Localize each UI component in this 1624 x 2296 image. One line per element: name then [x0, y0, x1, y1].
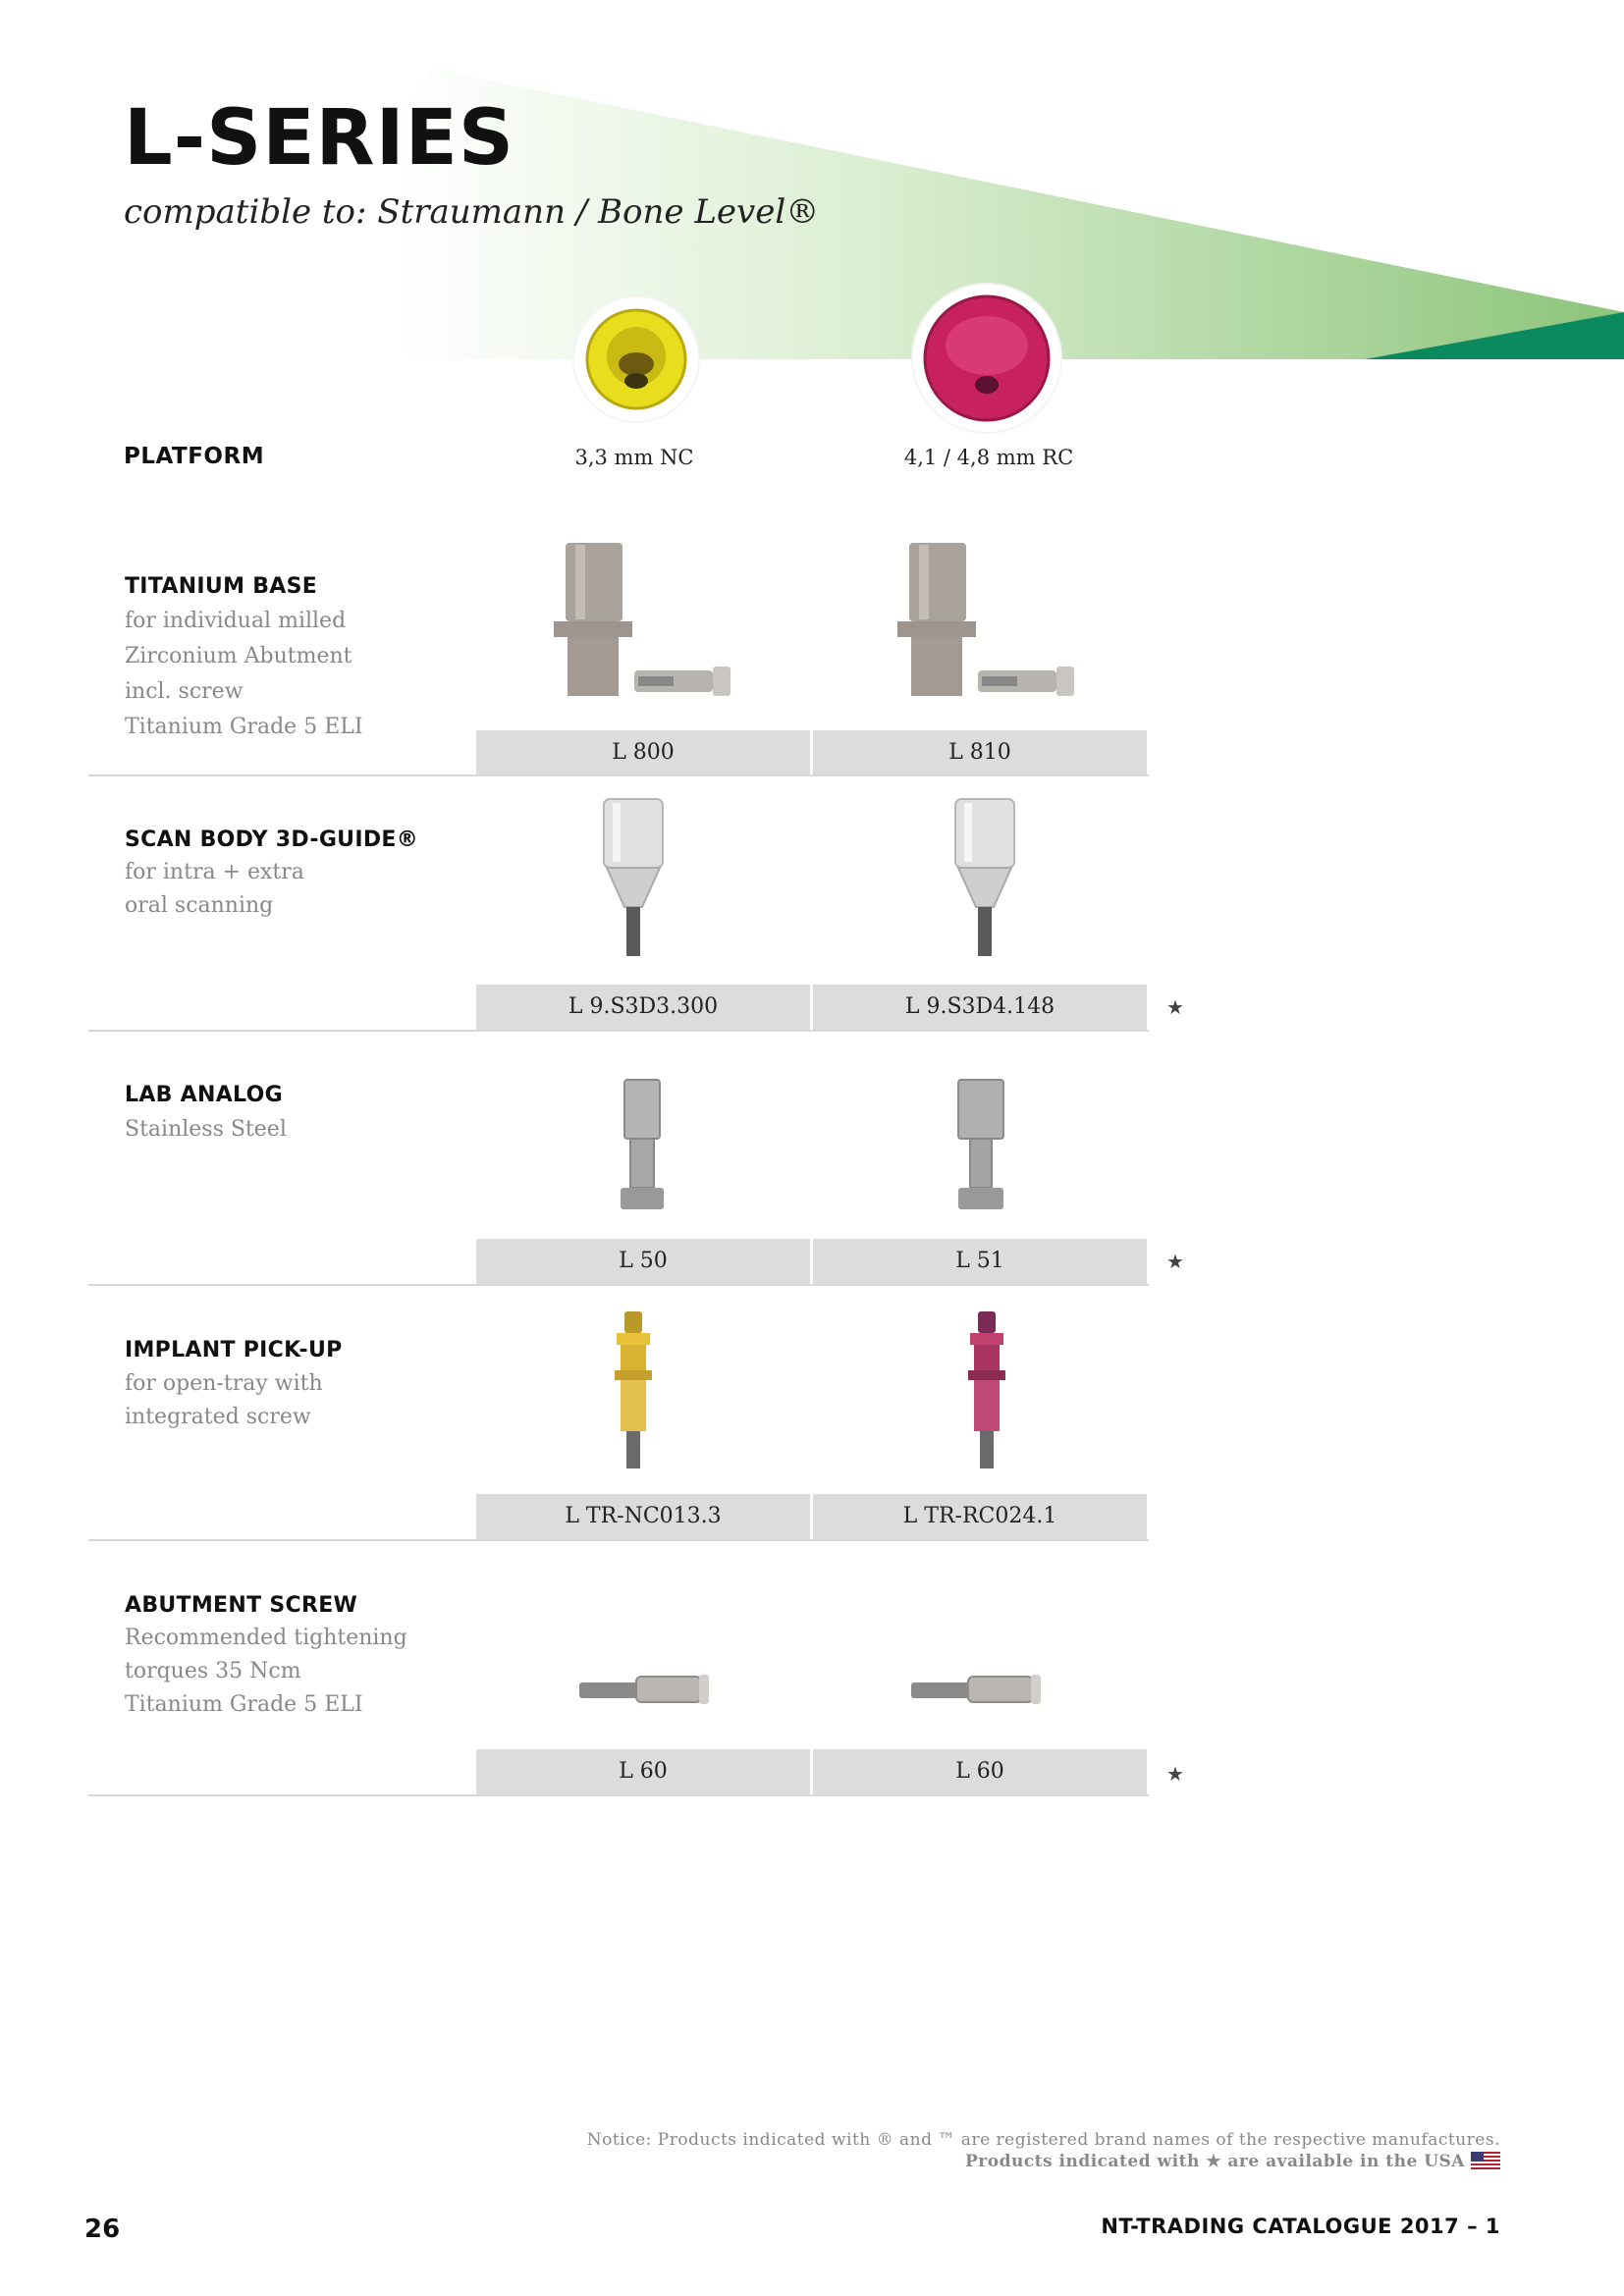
product-code: L 60 — [476, 1749, 810, 1794]
implant-pickup-image — [964, 1309, 1009, 1471]
usa-availability-star: ★ — [1166, 1250, 1184, 1273]
abutment-screw-image — [909, 1669, 1043, 1712]
page-subtitle: compatible to: Straumann / Bone Level® — [124, 192, 820, 232]
category-title: IMPLANT PICK-UP — [125, 1338, 343, 1362]
divider — [88, 1284, 1149, 1286]
category-description: for intra + extra oral scanning — [125, 860, 304, 918]
platform-rc-disc — [913, 285, 1060, 432]
divider — [88, 1794, 1149, 1796]
header-banner — [0, 0, 1624, 373]
titanium-base-image — [540, 535, 776, 712]
abutment-screw-image — [577, 1669, 711, 1712]
usa-availability-star: ★ — [1166, 1762, 1184, 1786]
product-code: L TR-NC013.3 — [476, 1494, 810, 1539]
usa-notice-text: Products indicated with ★ are available in the USA — [964, 2152, 1465, 2171]
category-description: for open-tray with integrated screw — [125, 1371, 323, 1429]
usa-availability-star: ★ — [1166, 995, 1184, 1019]
platform-label: PLATFORM — [124, 444, 265, 469]
divider — [88, 774, 1149, 776]
product-code: L 51 — [813, 1239, 1147, 1284]
platform-size-nc: 3,3 mm NC — [574, 446, 694, 469]
us-flag-icon — [1471, 2152, 1500, 2171]
category-title: ABUTMENT SCREW — [125, 1593, 358, 1618]
category-description: for individual milled Zirconium Abutment incl. screw Titanium Grade 5 ELI — [125, 609, 363, 739]
product-code: L 800 — [476, 730, 810, 775]
product-code: L 9.S3D3.300 — [476, 985, 810, 1030]
category-description: Stainless Steel — [125, 1117, 287, 1142]
scan-body-image — [599, 797, 668, 959]
divider — [88, 1030, 1149, 1032]
category-title: TITANIUM BASE — [125, 574, 318, 599]
product-code: L 60 — [813, 1749, 1147, 1794]
page-number: 26 — [84, 2215, 121, 2244]
category-title: LAB ANALOG — [125, 1083, 283, 1107]
implant-pickup-image — [611, 1309, 656, 1471]
titanium-base-image — [884, 535, 1119, 712]
category-description: Recommended tightening torques 35 Ncm Titanium Grade 5 ELI — [125, 1626, 407, 1717]
product-code: L TR-RC024.1 — [813, 1494, 1147, 1539]
lab-analog-image — [954, 1078, 1009, 1215]
scan-body-image — [950, 797, 1019, 959]
product-code: L 50 — [476, 1239, 810, 1284]
product-code: L 810 — [813, 730, 1147, 775]
lab-analog-image — [619, 1078, 668, 1215]
divider — [88, 1539, 1149, 1541]
catalogue-title: NT-TRADING CATALOGUE 2017 – 1 — [1101, 2215, 1500, 2238]
page-title: L-SERIES — [124, 94, 515, 183]
product-code: L 9.S3D4.148 — [813, 985, 1147, 1030]
platform-size-rc: 4,1 / 4,8 mm RC — [903, 446, 1074, 469]
platform-nc-disc — [574, 297, 698, 421]
trademark-notice: Notice: Products indicated with ® and ™ are registered brand names of the respective manufactures. — [586, 2130, 1500, 2150]
category-title: SCAN BODY 3D-GUIDE® — [125, 828, 419, 852]
usa-notice — [965, 2152, 1500, 2171]
